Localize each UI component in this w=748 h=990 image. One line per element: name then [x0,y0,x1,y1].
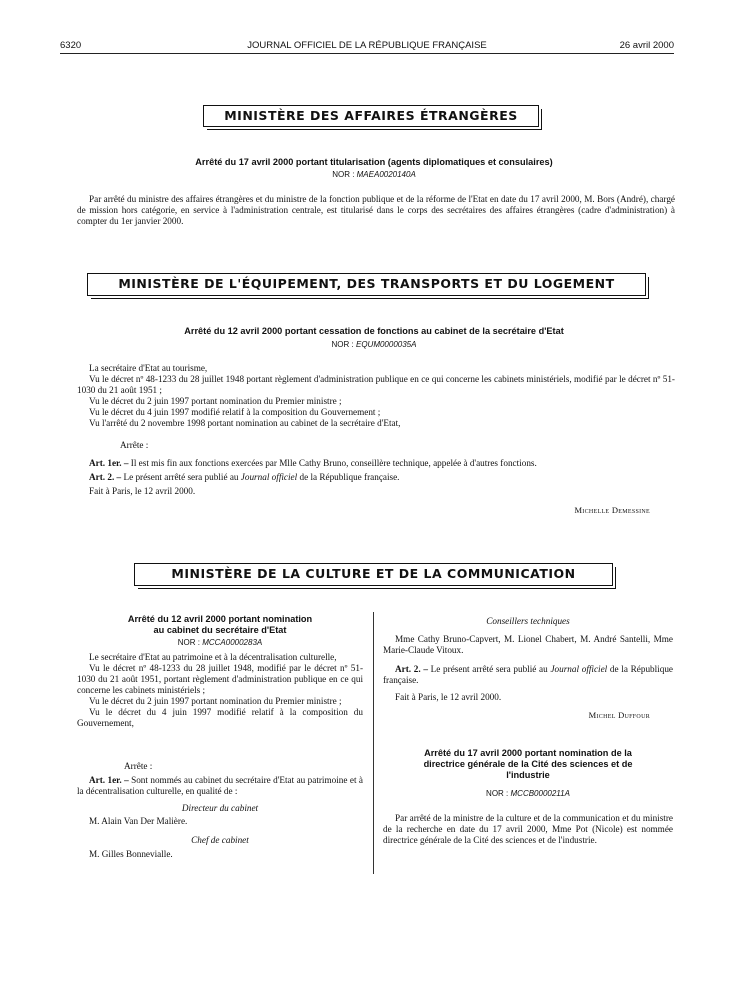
ministry-name: MINISTÈRE DE L'ÉQUIPEMENT, DES TRANSPORTS ET DU LOGEMENT [118,276,615,291]
journal-title: JOURNAL OFFICIEL DE LA RÉPUBLIQUE FRANÇAISE [247,40,487,51]
nor-code: MCCA0000283A [202,638,263,647]
subheading-chef: Chef de cabinet [191,835,249,845]
article-text: Le présent arrêté sera publié au [121,472,241,482]
decree-title [77,614,363,636]
decree-title-text: au cabinet du secrétaire d'Etat [153,625,287,635]
appointee-name: M. Alain Van Der Malière. [89,816,188,826]
arrete-text: Arrête : [124,761,153,771]
arrete-line [120,440,320,451]
visa-line: Vu le décret du 4 juin 1997 modifié relatif à la composition du Gouvernement ; [89,407,381,417]
ministry-heading-affaires-etrangeres [203,105,539,127]
ministry-name: MINISTÈRE DE LA CULTURE ET DE LA COMMUNICATION [171,566,576,581]
decree-visas [77,652,363,729]
article-text: Il est mis fin aux fonctions exercées par Mlle Cathy Bruno, conseillère technique, appelée à d'autres fonctions. [128,458,537,468]
ministry-name: MINISTÈRE DES AFFAIRES ÉTRANGÈRES [224,108,518,123]
nor-code: EQUM0000035A [355,340,417,349]
nor-label: NOR : [177,638,203,647]
appointee-directeur [77,816,363,827]
nor-label: NOR : [486,789,511,798]
signature: Michelle Demessine [574,505,650,515]
visa-line: La secrétaire d'Etat au tourisme, [89,363,208,373]
article-text: de la République française. [383,664,673,685]
decree-title [383,748,673,781]
page-number: 6320 [60,40,82,51]
visa-line: Vu le décret du 4 juin 1997 modifié relatif à la composition du Gouvernement, [77,707,363,728]
visa-line: Vu l'arrêté du 2 novembre 1998 portant nomination au cabinet de la secrétaire d'Etat, [89,418,401,428]
article-text: de la République française. [297,472,400,482]
body-paragraph: Par arrêté du ministre des affaires étrangères et du ministre de la fonction publique et de la réforme de l'Etat en date du 17 avril 2000, M. Bors (André), chargé de mission hors catégorie, en service à l'administration centrale, est titularisé dans le corps des secrétaires des affaires étrangères (cadre d'administration) à compter du 1er janvier 2000. [77,194,675,226]
decree-title-text: Arrêté du 17 avril 2000 portant titularisation (agents diplomatiques et consulaires) [195,157,553,167]
decree-title-text: Arrêté du 17 avril 2000 portant nomination de la [424,748,632,758]
visa-line: Vu le décret nº 48-1233 du 28 juillet 1948 portant règlement d'administration publique en ce qui concerne les cabinets ministériels, modifié par le décret nº 51-1030 du 21 août 1951 ; [77,374,675,395]
decree-body [77,194,675,227]
subheading-directeur: Directeur du cabinet [181,803,259,813]
visa-line: Vu le décret du 2 juin 1997 portant nomination du Premier ministre ; [89,696,342,706]
nor-reference [383,789,673,798]
ministry-heading-equipement [87,273,646,296]
arrete-text: Arrête : [120,440,149,450]
decree-article-2 [383,664,673,703]
article-1 [77,458,675,469]
subheading-conseillers: Conseillers techniques [486,616,570,626]
arrete-line [124,761,244,772]
nor-label: NOR : [332,170,357,179]
decree-title-text: Arrêté du 12 avril 2000 portant nomination [127,614,313,624]
article-label: Art. 1er. – [89,458,129,468]
appointee-names: Mme Cathy Bruno-Capvert, M. Lionel Chabert, M. André Santelli, Mme Marie-Claude Vitoux. [383,634,673,655]
column-divider [373,612,374,874]
fait-line: Fait à Paris, le 12 avril 2000. [395,692,502,702]
ministry-heading-culture [134,563,613,586]
decree-title-text: l'industrie [506,770,550,780]
journal-name: Journal officiel [550,664,608,674]
visa-line: Le secrétaire d'Etat au patrimoine et à la décentralisation culturelle, [89,652,337,662]
article-label: Art. 2. – [89,472,122,482]
decree-title [90,326,658,337]
article-text: Sont nommés au cabinet du secrétaire d'Etat au patrimoine et à la décentralisation culturelle, en qualité de : [77,775,363,796]
appointees-conseillers [383,634,673,656]
decree-visas [77,363,675,429]
decree-article-1 [77,775,363,797]
nor-label: NOR : [331,340,356,349]
article-2 [77,472,675,483]
decree-articles [77,458,675,497]
decree-title-text: Arrêté du 12 avril 2000 portant cessation de fonctions au cabinet de la secrétaire d'Etat [184,326,564,336]
journal-name: Journal officiel [240,472,298,482]
nor-reference [90,340,658,349]
article-label: Art. 1er. – [89,775,129,785]
issue-date: 26 avril 2000 [619,40,674,51]
body-paragraph: Par arrêté de la ministre de la culture et de la communication et du ministre de la recherche en date du 17 avril 2000, Mme Pot (Nicole) est nommée directrice générale de la Cité des sciences et de l'industrie. [383,813,673,845]
visa-line: Vu le décret du 2 juin 1997 portant nomination du Premier ministre ; [89,396,342,406]
nor-reference [77,638,363,647]
visa-line: Vu le décret nº 48-1233 du 28 juillet 1948, modifié par le décret nº 51-1030 du 21 août 1951, portant règlement d'administration publique en ce qui concerne les cabinets ministériels ; [77,663,363,695]
article-text: Le présent arrêté sera publié au [427,664,551,674]
appointee-chef [77,849,363,860]
decree-title [100,157,648,168]
decree-title-text: directrice générale de la Cité des sciences et de [423,759,633,769]
fait-line: Fait à Paris, le 12 avril 2000. [89,486,196,496]
nor-code: MCCB0000211A [510,789,570,798]
nor-reference [100,170,648,179]
article-label: Art. 2. – [395,664,428,674]
nor-code: MAEA0020140A [356,170,416,179]
running-header [60,40,674,54]
decree-body [383,813,673,846]
signature: Michel Duffour [588,710,650,720]
appointee-name: M. Gilles Bonnevialle. [89,849,173,859]
